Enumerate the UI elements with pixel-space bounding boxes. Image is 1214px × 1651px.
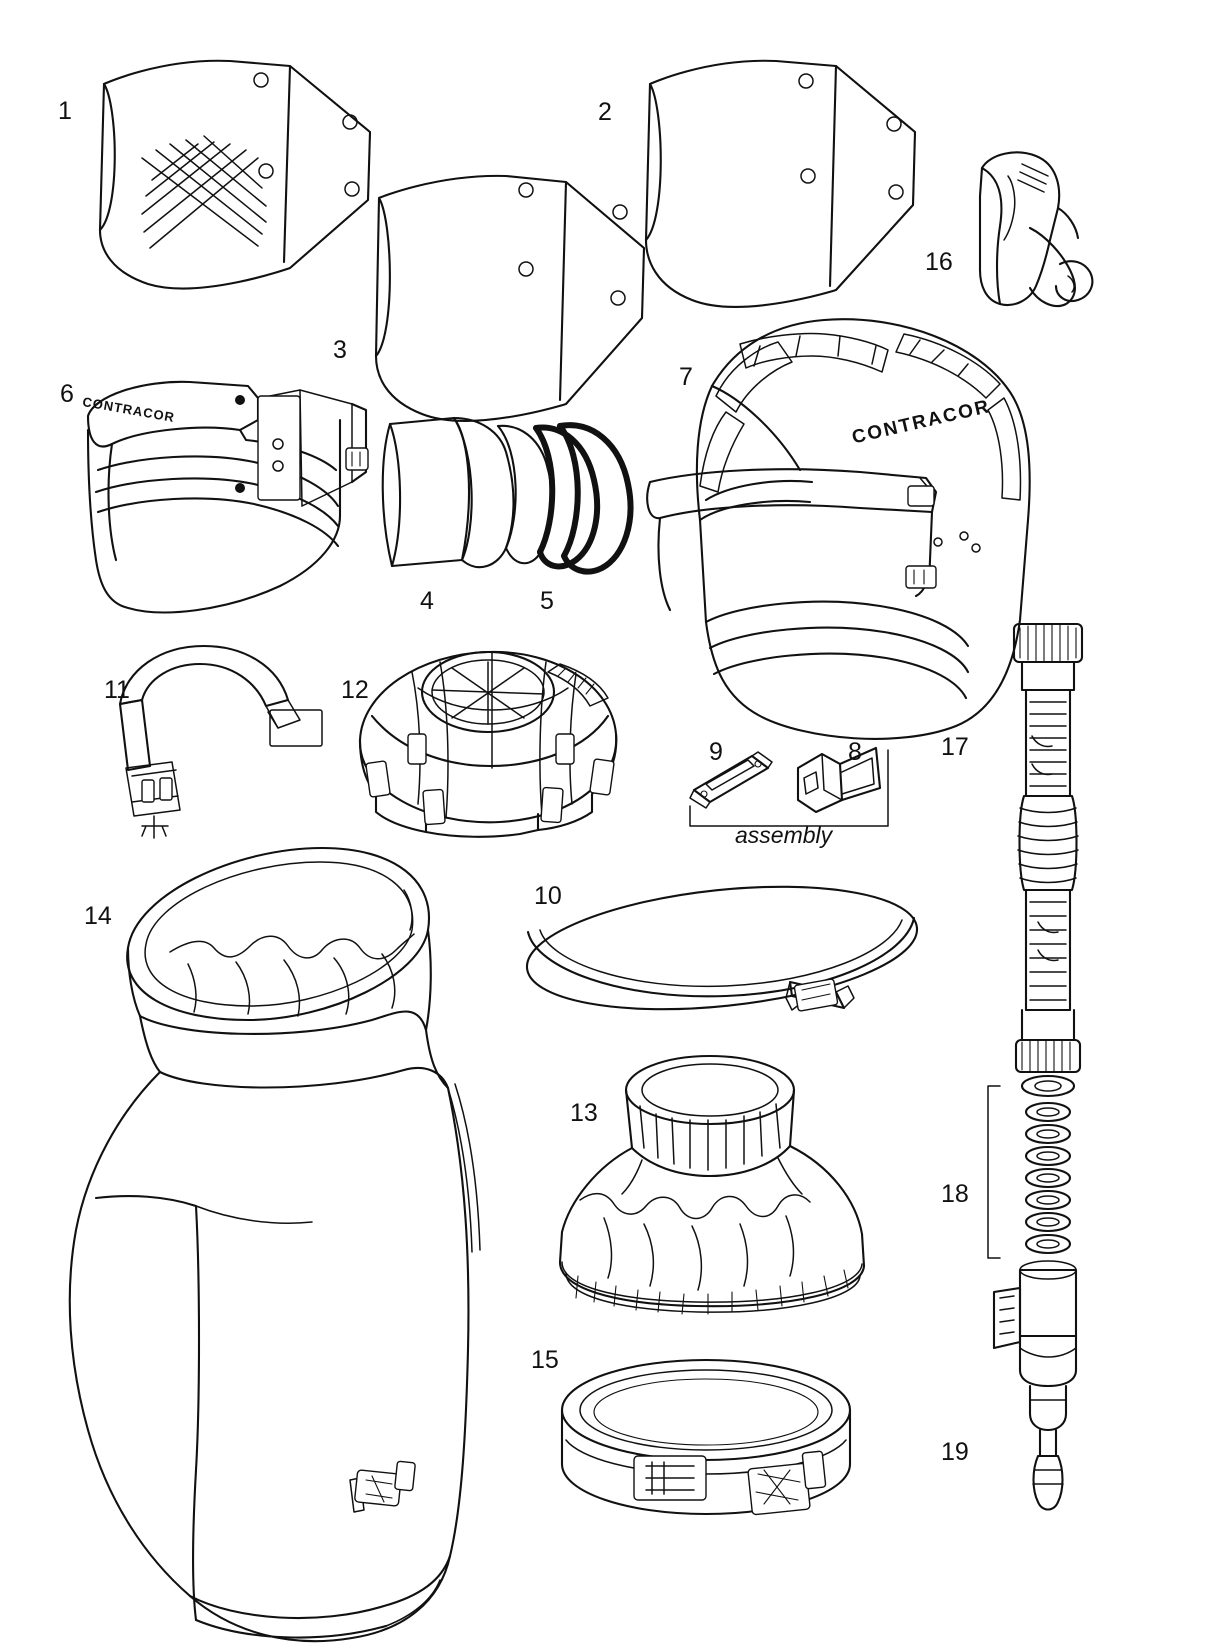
part-19-quick-release-coupling: [994, 1261, 1076, 1510]
callout-10: 10: [534, 882, 562, 910]
part-14-blasting-cape: [70, 848, 480, 1641]
part-1-mesh-outer-visor-lens: [100, 61, 370, 289]
part-9-visor-clamp-bar: [690, 752, 772, 808]
callout-7: 7: [679, 363, 693, 391]
part-7-helmet-shell: [647, 319, 1029, 739]
callout-4: 4: [420, 587, 434, 615]
callout-11: 11: [104, 676, 130, 704]
part-8-visor-clamp-lever: [798, 748, 880, 812]
part-4-air-duct-bellows: [383, 418, 597, 567]
part-3-inner-visor-lens: [376, 176, 644, 421]
callout-13: 13: [570, 1099, 598, 1127]
part-17-breathing-air-hose: [1014, 624, 1082, 1072]
part-10-neck-collar-strap: [521, 870, 923, 1026]
callout-16: 16: [925, 248, 953, 276]
callout-15: 15: [531, 1346, 559, 1374]
callout-12: 12: [341, 676, 369, 704]
part-13-air-distribution-cape-collar: [560, 1056, 864, 1314]
callout-17: 17: [941, 733, 969, 761]
part-16-air-flow-control-valve: [980, 152, 1092, 306]
callout-9: 9: [709, 738, 723, 766]
callout-8: 8: [848, 738, 862, 766]
callout-2: 2: [598, 98, 612, 126]
callout-18: 18: [941, 1180, 969, 1208]
callout-19: 19: [941, 1438, 969, 1466]
part-15-waist-belt: [562, 1360, 850, 1515]
callout-14: 14: [84, 902, 112, 930]
part-18-hose-seal-washer-set: [988, 1076, 1074, 1258]
part-11-head-suspension-strap: [120, 646, 322, 838]
callout-5: 5: [540, 587, 554, 615]
assembly-label: assembly: [735, 822, 833, 848]
callout-6: 6: [60, 380, 74, 408]
callout-3: 3: [333, 336, 347, 364]
part-2-outer-visor-lens: [646, 61, 915, 307]
part-12-inner-head-harness-cradle: [360, 652, 616, 837]
brandmark-visor-frame: CONTRACOR: [81, 394, 177, 426]
brandmark-helmet: CONTRACOR: [850, 396, 993, 449]
callout-1: 1: [58, 97, 72, 125]
